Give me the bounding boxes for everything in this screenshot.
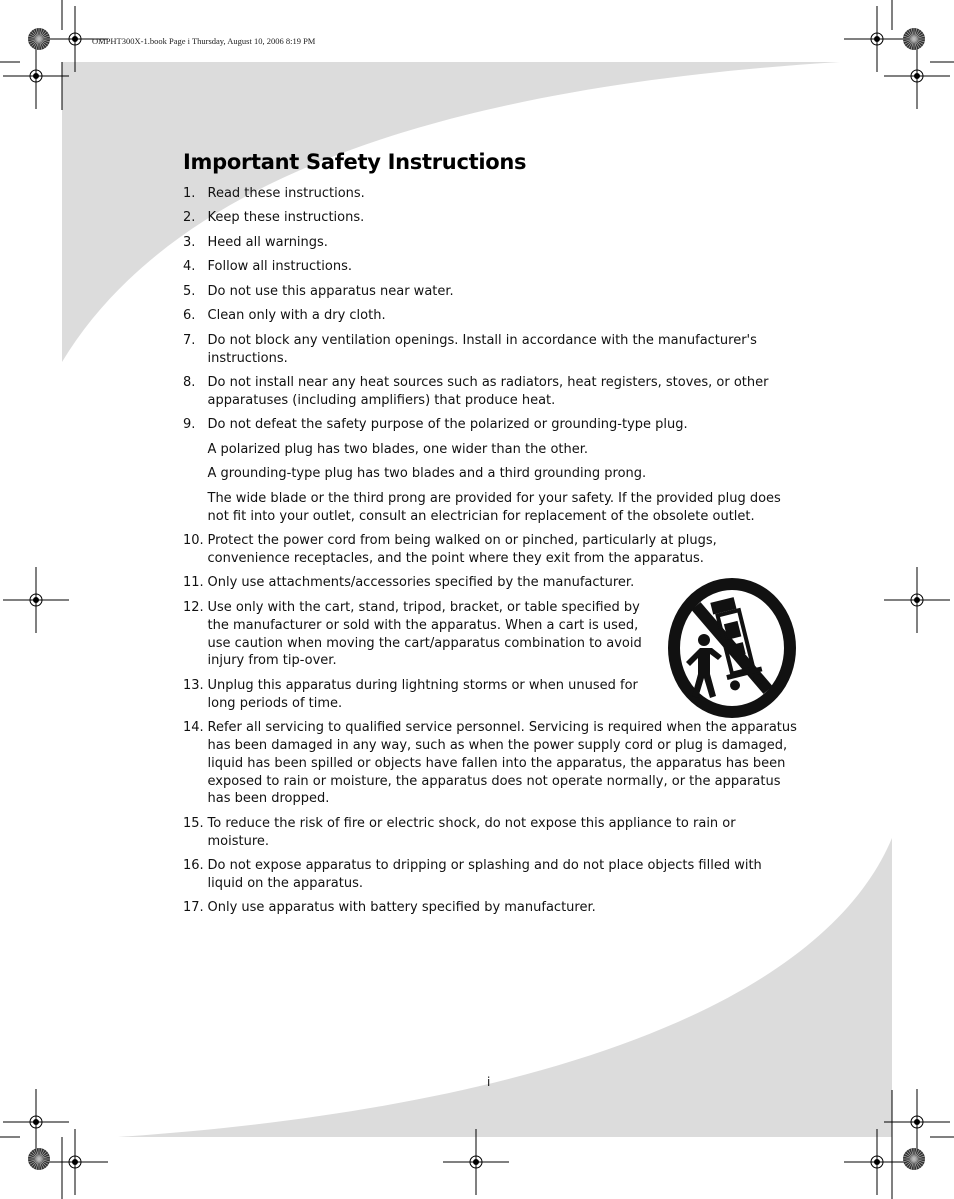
list-item-number: 13. — [183, 677, 204, 693]
list-item — [183, 332, 798, 368]
list-item-number: 11. — [183, 575, 204, 591]
header-file-info: OMPHT300X-1.book Page i Thursday, August 10, 2006 8:19 PM — [92, 36, 316, 46]
list-item-number: 15. — [183, 815, 204, 831]
registration-mark-icon — [884, 43, 950, 109]
list-item — [183, 416, 798, 525]
list-item — [183, 209, 798, 227]
registration-mark-icon — [884, 1089, 950, 1155]
list-item-text: Clean only with a dry cloth. — [207, 308, 386, 324]
registration-mark-icon — [42, 1129, 108, 1195]
list-item-number: 7. — [183, 332, 196, 348]
list-item-text: Read these instructions. — [207, 186, 365, 201]
list-item — [183, 307, 798, 325]
list-item-number: 17. — [183, 900, 204, 916]
registration-mark-icon — [443, 1129, 509, 1195]
page-number: i — [487, 1075, 491, 1089]
list-item — [183, 234, 798, 252]
list-item-text: Use only with the cart, stand, tripod, bracket, or table specified by the manufacturer or sold with the apparatus. When a cart is used, use caution when moving the cart/apparatus combination to avoid injury from tip-over. — [207, 599, 642, 669]
list-item-number: 6. — [183, 308, 196, 324]
registration-mark-icon — [3, 43, 69, 109]
list-item — [183, 283, 798, 301]
list-item-text: Do not use this apparatus near water. — [207, 283, 454, 299]
list-item — [183, 374, 798, 410]
list-item — [183, 857, 798, 893]
list-item-text: Do not expose apparatus to dripping or splashing and do not place objects filled with liquid on the apparatus. — [207, 858, 762, 891]
list-item-subparagraph: A polarized plug has two blades, one wider than the other. — [207, 441, 589, 457]
list-item-number: 16. — [183, 858, 204, 874]
list-item-text: Keep these instructions. — [207, 210, 365, 226]
list-item-text: Heed all warnings. — [207, 234, 328, 250]
list-item — [183, 185, 798, 203]
registration-mark-icon — [3, 567, 69, 633]
list-item-subparagraph: A grounding-type plug has two blades and a third grounding prong. — [207, 466, 647, 482]
list-item-subparagraph: The wide blade or the third prong are provided for your safety. If the provided plug does not fit into your outlet, consult an electrician for replacement of the obsolete outlet. — [207, 490, 781, 524]
list-item-text: Do not defeat the safety purpose of the polarized or grounding-type plug. — [207, 417, 688, 433]
list-item — [183, 899, 798, 917]
registration-mark-icon — [3, 1089, 69, 1155]
list-item-number: 5. — [183, 283, 196, 299]
list-item-text: Protect the power cord from being walked on or pinched, particularly at plugs, convenience receptacles, and the point where they exit from the apparatus. — [207, 533, 717, 566]
color-target-icon — [903, 1148, 925, 1170]
list-item-number: 14. — [183, 720, 204, 736]
color-target-icon — [903, 28, 925, 50]
list-item-text: Refer all servicing to qualified service personnel. Servicing is required when the apparatus has been damaged in any way, such as when the power supply cord or plug is damaged, liquid has been spilled or objects have fallen into the apparatus, the apparatus has been exposed to rain or moisture, the apparatus does not operate normally, or the apparatus has been dropped. — [207, 720, 797, 807]
list-item-number: 3. — [183, 234, 196, 250]
registration-mark-icon — [844, 1129, 910, 1195]
list-item-number: 10. — [183, 533, 204, 549]
list-item-number: 8. — [183, 375, 196, 391]
list-item-text: Only use attachments/accessories specified by the manufacturer. — [207, 575, 635, 591]
list-item — [183, 532, 798, 568]
list-item-text: Only use apparatus with battery specified by manufacturer. — [207, 900, 596, 916]
list-item-text: To reduce the risk of fire or electric shock, do not expose this appliance to rain or moisture. — [207, 815, 736, 849]
color-target-icon — [28, 1148, 50, 1170]
list-item-number: 4. — [183, 259, 196, 275]
list-item-text: Do not install near any heat sources such as radiators, heat registers, stoves, or other apparatuses (including amplifiers) that produce heat. — [207, 375, 769, 408]
registration-mark-icon — [884, 567, 950, 633]
registration-mark-icon — [844, 6, 910, 72]
list-item-number: 9. — [183, 417, 196, 433]
list-item — [183, 815, 798, 851]
list-item-text: Do not block any ventilation openings. Install in accordance with the manufacturer's instructions. — [207, 332, 757, 366]
list-item-text: Unplug this apparatus during lightning storms or when unused for long periods of time. — [207, 677, 638, 711]
list-item-number: 2. — [183, 210, 196, 226]
list-item — [183, 258, 798, 276]
instruction-list — [183, 185, 798, 924]
page-title: Important Safety Instructions — [183, 150, 527, 174]
list-item-number: 1. — [183, 186, 196, 201]
cart-tip-over-warning-icon — [666, 578, 796, 718]
list-item — [183, 719, 798, 808]
color-target-icon — [28, 28, 50, 50]
list-item-text: Follow all instructions. — [207, 259, 352, 275]
list-item-number: 12. — [183, 599, 204, 615]
